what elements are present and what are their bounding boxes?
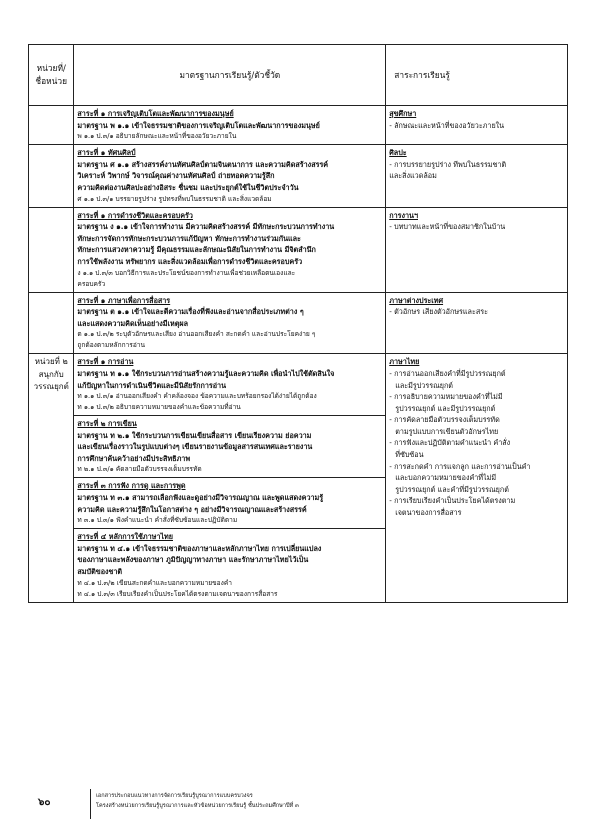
- standard-line: วิเคราะห์ วิพากษ์ วิจารณ์คุณค่างานทัศนศิลป์ ถ่ายทอดความรู้สึก: [77, 171, 275, 181]
- content-cell: [386, 292, 568, 354]
- standard-line: และแสดงความคิดเห็นอย่างมีเหตุผล: [77, 318, 189, 328]
- standard-line: มาตรฐาน ง ๑.๑ เข้าใจการทำงาน มีความคิดสร้างสรรค์ มีทักษะกระบวนการทำงาน: [77, 222, 335, 232]
- content-cell: [386, 145, 568, 207]
- content-line: - ตัวอักษร เสียงตัวอักษรและสระ: [389, 307, 488, 317]
- standard-line: ศ ๑.๑ ป.๓/๑ บรรยายรูปร่าง รูปทรงที่พบในธรรมชาติ และสิ่งแวดล้อม: [77, 194, 272, 203]
- standard-line: ท ๔.๑ ป.๓/๒ เขียนสะกดคำและบอกความหมายของคำ: [77, 578, 232, 587]
- standard-line: ทักษะการแสวงหาความรู้ มีคุณธรรมและลักษณะนิสัยในการทำงาน มีจิตสำนึก: [77, 245, 316, 255]
- content-line: - การสะกดคำ การแจกลูก และการอ่านเป็นคำ: [389, 461, 531, 471]
- content-line: เจตนาของการสื่อสาร: [395, 508, 462, 518]
- standard-line: ท ๔.๑ ป.๓/๓ เรียบเรียงคำเป็นประโยคได้ตรงตามเจตนาของการสื่อสาร: [77, 589, 278, 598]
- content-line: - การเรียบเรียงคำเป็นประโยคได้ตรงตาม: [389, 496, 516, 506]
- standard-line: และเขียนเรื่องราวในรูปแบบต่างๆ เขียนรายงานข้อมูลสารสนเทศและรายงาน: [77, 442, 313, 452]
- standard-line: ท ๓.๑ ป.๓/๑ ฟังคำแนะนำ คำสั่งที่ซับซ้อนและปฏิบัติตาม: [77, 516, 238, 525]
- standard-line: สมบัติของชาติ: [77, 567, 123, 577]
- standard-line: มาตรฐาน ท ๑.๑ ใช้กระบวนการอ่านสร้างความรู้และความคิด เพื่อนำไปใช้ตัดสินใจ: [77, 368, 335, 378]
- unit-cell: [29, 207, 74, 292]
- standard-line: แก้ปัญหาในการดำเนินชีวิตและมีนิสัยรักการอ่าน: [77, 380, 226, 390]
- standard-line: สาระที่ ๑ การอ่าน: [77, 357, 134, 367]
- page-number: ๖๐: [38, 797, 51, 808]
- standard-line: พ ๑.๑ ป.๓/๑ อธิบายลักษณะและหน้าที่ของอวัยวะภายใน: [77, 132, 237, 141]
- header-unit: หน่วยที่/ ชื่อหน่วย: [29, 45, 74, 106]
- content-line: - การอธิบายความหมายของคำที่ไม่มี: [389, 392, 503, 402]
- table-row: [29, 292, 568, 354]
- content-cell: [386, 207, 568, 292]
- standard-line: การศึกษาค้นคว้าอย่างมีประสิทธิภาพ: [77, 453, 191, 463]
- standard-cell: [74, 106, 386, 145]
- standard-cell: [74, 416, 386, 478]
- content-cell: [386, 354, 568, 602]
- content-line: และบอกความหมายของคำที่ไม่มี: [395, 473, 497, 483]
- content-line: ศิลปะ: [389, 148, 407, 158]
- unit-cell: [29, 145, 74, 207]
- content-line: - ลักษณะและหน้าที่ของอวัยวะภายใน: [389, 120, 505, 130]
- standard-line: สาระที่ ๑ ทัศนศิลป์: [77, 148, 136, 158]
- standard-cell: [74, 292, 386, 354]
- content-line: รูปวรรณยุกต์ และคำที่มีรูปวรรณยุกต์: [395, 484, 509, 494]
- content-cell: [386, 106, 568, 145]
- standard-line: มาตรฐาน ท ๔.๑ เข้าใจธรรมชาติของภาษาและหลักภาษาไทย การเปลี่ยนแปลง: [77, 543, 322, 553]
- standard-line: มาตรฐาน ท ๒.๑ ใช้กระบวนการเขียนเขียนสื่อสาร เขียนเรียงความ ย่อความ: [77, 430, 312, 440]
- standard-line: ต ๑.๑ ป.๓/๒ ระบุตัวอักษรและเสียง อ่านออกเสียงคำ สะกดคำ และอ่านประโยคง่าย ๆ: [77, 330, 316, 339]
- footer-line-1: เอกสารประกอบแนวทางการจัดการเรียนรู้บูรณาการแบบครบวงจร: [96, 793, 253, 799]
- page-footer: [28, 787, 568, 821]
- standard-line: สาระที่ ๔ หลักการใช้ภาษาไทย: [77, 532, 173, 542]
- content-line: ตามรูปแบบการเขียนตัวอักษรไทย: [395, 426, 499, 436]
- standard-line: ท ๑.๑ ป.๓/๒ อธิบายความหมายของคำและข้อความที่อ่าน: [77, 403, 241, 412]
- standard-line: ของภาษาและพลังของภาษา ภูมิปัญญาทางภาษา และรักษาภาษาไทยไว้เป็น: [77, 555, 309, 565]
- table-row: [29, 145, 568, 207]
- standard-line: มาตรฐาน ศ ๑.๑ สร้างสรรค์งานทัศนศิลป์ตามจินตนาการ และความคิดสร้างสรรค์: [77, 159, 329, 169]
- content-line: รูปวรรณยุกต์ และมีรูปวรรณยุกต์: [395, 403, 496, 413]
- table-row: [29, 354, 568, 416]
- content-line: - การอ่านออกเสียงคำที่มีรูปวรรณยุกต์: [389, 368, 506, 378]
- standard-line: ทักษะการจัดการทักษะกระบวนการแก้ปัญหา ทักษะการทำงานร่วมกันและ: [77, 233, 301, 243]
- standard-cell: [74, 145, 386, 207]
- content-line: - การคัดลายมือตัวบรรจงเต็มบรรทัด: [389, 415, 500, 425]
- content-line: การงานฯ: [389, 210, 418, 220]
- standard-line: ครอบครัว: [77, 279, 106, 288]
- content-line: ที่ซับซ้อน: [395, 450, 424, 460]
- curriculum-table: [28, 44, 568, 603]
- standard-line: การใช้พลังงาน ทรัพยากร และสิ่งแวดล้อมเพื่อการดำรงชีวิตและครอบครัว: [77, 256, 303, 266]
- standard-line: สาระที่ ๒ การเขียน: [77, 419, 137, 429]
- standard-line: สาระที่ ๑ ภาษาเพื่อการสื่อสาร: [77, 295, 171, 305]
- standard-line: ความคิด และความรู้สึกในโอกาสต่าง ๆ อย่างมีวิจารณญาณและสร้างสรรค์: [77, 504, 307, 514]
- header-standard: มาตรฐานการเรียนรู้/ตัวชี้วัด: [74, 45, 386, 106]
- standard-line: ง ๑.๑ ป.๓/๓ บอกวิธีการและประโยชน์ของการทำงานเพื่อช่วยเหลือตนเองและ: [77, 268, 296, 277]
- content-line: ภาษาไทย: [389, 357, 420, 367]
- content-line: - การบรรยายรูปร่าง ทีพบในธรรมชาติ: [389, 159, 507, 169]
- footer-divider: [90, 789, 91, 819]
- content-line: และสิ่งแวดล้อม: [389, 171, 437, 181]
- standard-line: สาระที่ ๓ การฟัง การดู และการพูด: [77, 481, 186, 491]
- standard-cell: [74, 207, 386, 292]
- header-content: สาระการเรียนรู้: [386, 45, 568, 106]
- standard-line: มาตรฐาน ท ๓.๑ สามารถเลือกฟังและดูอย่างมีวิจารณญาณ และพูดแสดงความรู้: [77, 493, 324, 503]
- standard-cell: [74, 529, 386, 602]
- content-line: และมีรูปวรรณยุกต์: [395, 380, 453, 390]
- standard-line: มาตรฐาน ต ๑.๑ เข้าใจและตีความเรื่องที่ฟังและอ่านจากสื่อประเภทต่าง ๆ: [77, 307, 304, 317]
- content-line: สุขศึกษา: [389, 109, 417, 118]
- table-header-row: [29, 45, 568, 106]
- unit-cell: [29, 292, 74, 354]
- standard-cell: [74, 354, 386, 416]
- standard-line: ท ๒.๑ ป.๓/๑ คัดลายมือตัวบรรจงเต็มบรรทัด: [77, 465, 202, 474]
- unit-cell: [29, 106, 74, 145]
- content-line: - การฟังและปฏิบัติตามคำแนะนำ คำสั่ง: [389, 438, 511, 448]
- standard-line: สาระที่ ๑ การเจริญเติบโตและพัฒนาการของมนุษย์: [77, 109, 234, 118]
- footer-line-2: โครงสร้างหน่วยการเรียนรู้บูรณาการและหัวข้อหน่วยการเรียนรู้ ชั้นประถมศึกษาปีที่ ๓: [96, 803, 299, 809]
- unit-label: หน่วยที่ ๒ สนุกกับวรรณยุกต์: [33, 357, 69, 392]
- standard-line: ท ๑.๑ ป.๓/๑ อ่านออกเสียงคำ คำคล้องจอง ข้อความและบทร้อยกรองได้ง่ายได้ถูกต้อง: [77, 392, 317, 401]
- standard-line: สาระที่ ๑ การดำรงชีวิตและครอบครัว: [77, 210, 193, 220]
- standard-cell: [74, 478, 386, 529]
- content-line: - บทบาทและหน้าที่ของสมาชิกในบ้าน: [389, 222, 506, 232]
- table-row: [29, 207, 568, 292]
- standard-line: ถูกต้องตามหลักการอ่าน: [77, 341, 145, 350]
- standard-line: ความคิดต่องานศิลปะอย่างอิสระ ชื่นชม และประยุกต์ใช้ในชีวิตประจำวัน: [77, 182, 299, 192]
- content-line: ภาษาต่างประเทศ: [389, 295, 444, 305]
- standard-line: มาตรฐาน พ ๑.๑ เข้าใจธรรมชาติของการเจริญเติบโตและพัฒนาการของมนุษย์: [77, 120, 320, 130]
- table-row: [29, 106, 568, 145]
- unit-label-cell: [29, 354, 74, 602]
